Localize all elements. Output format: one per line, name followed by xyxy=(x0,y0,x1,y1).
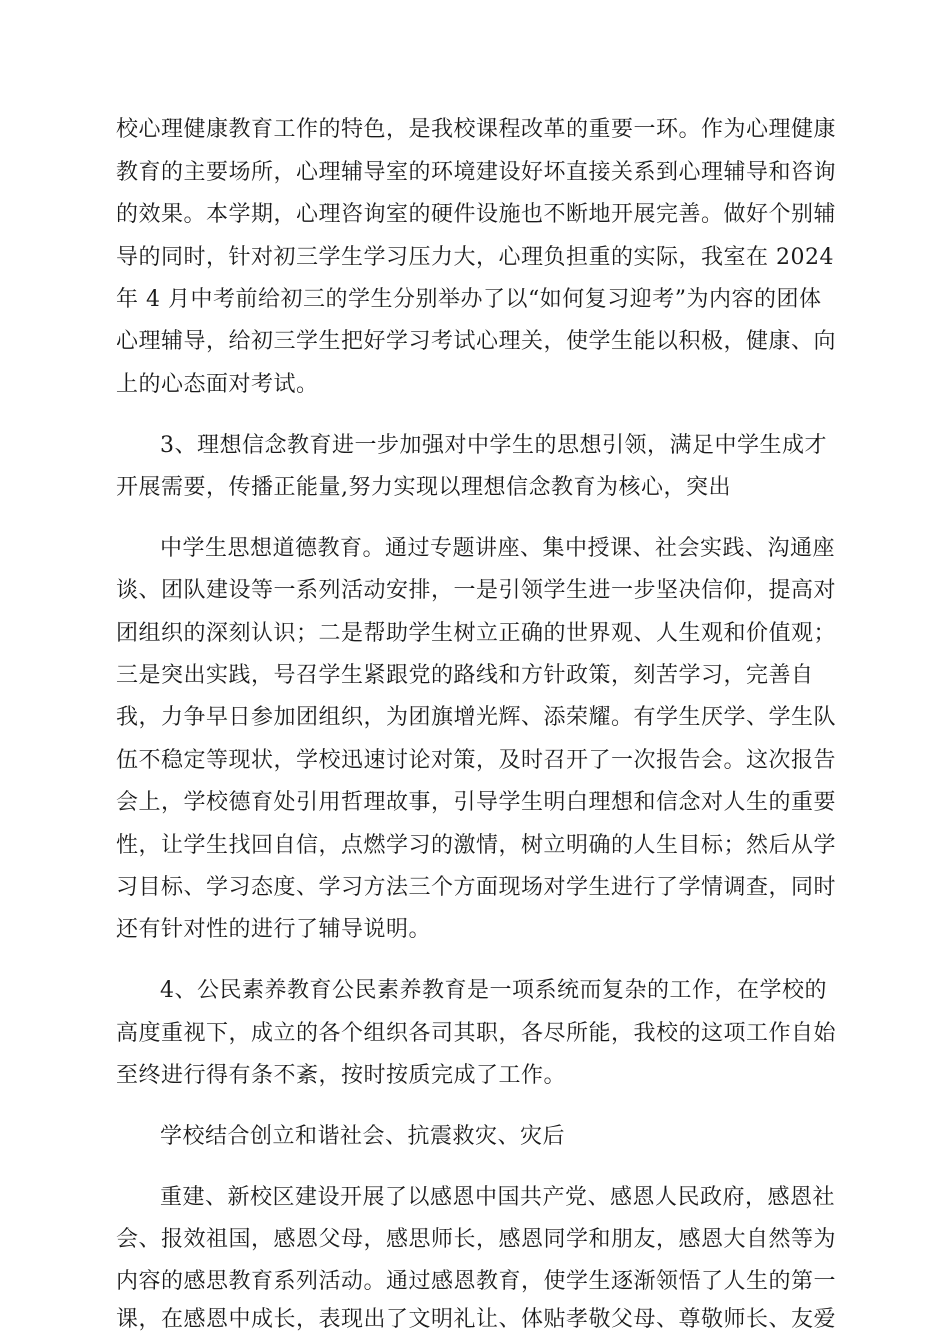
paragraph-1-line-2: 教育的主要场所，心理辅导室的环境建设好坏直接关系到心理辅导和咨询 xyxy=(116,160,837,185)
paragraph-3-line-9: 习目标、学习态度、学习方法三个方面现场对学生进行了学情调查，同时 xyxy=(116,875,837,900)
paragraph-4-line-1: 4、公民素养教育公民素养教育是一项系统而复杂的工作，在学校的 xyxy=(160,978,827,1003)
paragraph-1-line-6: 心理辅导，给初三学生把好学习考试心理关，使学生能以积极，健康、向 xyxy=(116,329,837,354)
paragraph-1-line-5: 年 4 月中考前给初三的学生分别举办了以“如何复习迎考”为内容的团体 xyxy=(116,287,822,312)
paragraph-6-line-4: 课，在感恩中成长，表现出了文明礼让、体贴孝敬父母、尊敬师长、友爱 xyxy=(116,1307,837,1332)
paragraph-5-line-1: 学校结合创立和谐社会、抗震救灾、灾后 xyxy=(160,1124,566,1149)
paragraph-1-line-7: 上的心态面对考试。 xyxy=(116,372,319,397)
paragraph-6-line-3: 内容的感思教育系列活动。通过感恩教育，使学生逐渐领悟了人生的第一 xyxy=(116,1269,837,1294)
paragraph-3-line-7: 会上，学校德育处引用哲理故事，引导学生明白理想和信念对人生的重要 xyxy=(116,790,837,815)
paragraph-2-line-1: 3、理想信念教育进一步加强对中学生的思想引领，满足中学生成才 xyxy=(160,433,827,458)
paragraph-3-line-6: 伍不稳定等现状，学校迅速讨论对策，及时召开了一次报告会。这次报告 xyxy=(116,748,837,773)
paragraph-6-line-1: 重建、新校区建设开展了以感恩中国共产党、感恩人民政府，感恩社 xyxy=(160,1185,836,1210)
paragraph-1-line-1: 校心理健康教育工作的特色，是我校课程改革的重要一环。作为心理健康 xyxy=(116,117,837,142)
paragraph-3-line-10: 还有针对性的进行了辅导说明。 xyxy=(116,917,432,942)
paragraph-2-line-2: 开展需要，传播正能量,努力实现以理想信念教育为核心，突出 xyxy=(116,475,731,500)
paragraph-1-line-3: 的效果。本学期，心理咨询室的硬件设施也不断地开展完善。做好个别辅 xyxy=(116,202,837,227)
paragraph-1-line-4: 导的同时，针对初三学生学习压力大，心理负担重的实际，我室在 2024 xyxy=(116,245,834,270)
paragraph-3-line-1: 中学生思想道德教育。通过专题讲座、集中授课、社会实践、沟通座 xyxy=(160,536,836,561)
paragraph-3-line-5: 我，力争早日参加团组织，为团旗增光辉、添荣耀。有学生厌学、学生队 xyxy=(116,705,837,730)
paragraph-4-line-2: 高度重视下，成立的各个组织各司其职，各尽所能，我校的这项工作自始 xyxy=(116,1021,837,1046)
paragraph-3-line-4: 三是突出实践，号召学生紧跟党的路线和方针政策，刻苦学习，完善自 xyxy=(116,663,814,688)
paragraph-3-line-3: 团组织的深刻认识；二是帮助学生树立正确的世界观、人生观和价值观； xyxy=(116,621,837,646)
paragraph-4-line-3: 至终进行得有条不紊，按时按质完成了工作。 xyxy=(116,1063,567,1088)
paragraph-3-line-8: 性，让学生找回自信，点燃学习的激情，树立明确的人生目标；然后从学 xyxy=(116,833,837,858)
paragraph-3-line-2: 谈、团队建设等一系列活动安排，一是引领学生进一步坚决信仰，提高对 xyxy=(116,578,837,603)
paragraph-6-line-2: 会、报效祖国，感恩父母，感思师长，感恩同学和朋友，感恩大自然等为 xyxy=(116,1227,837,1252)
